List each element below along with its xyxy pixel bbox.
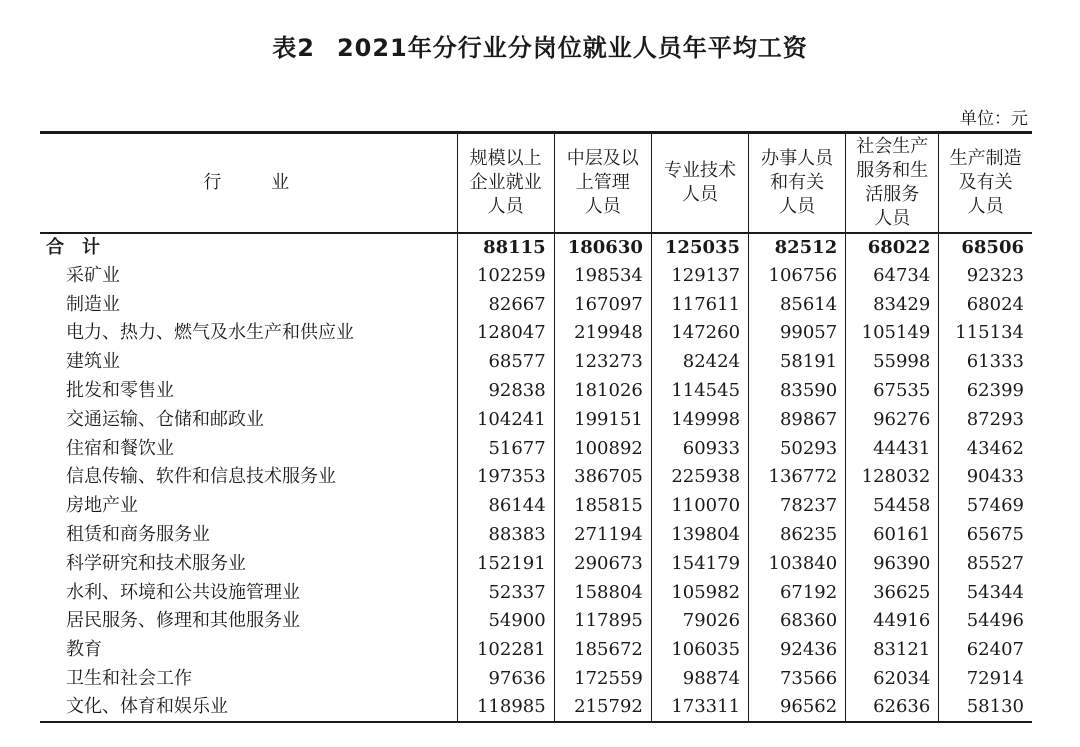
wage-value: 64734 [846, 262, 939, 291]
header-line: 生产制造 [949, 147, 1022, 169]
wage-value: 62399 [939, 377, 1032, 406]
wage-value: 60161 [846, 521, 939, 550]
industry-name: 合计 [46, 236, 118, 258]
wage-value: 87293 [939, 405, 1032, 434]
wage-value: 198534 [554, 262, 651, 291]
wage-value: 105982 [651, 578, 748, 607]
wage-value: 117895 [554, 607, 651, 636]
table-row [40, 463, 1032, 492]
header-line: 人员 [487, 195, 524, 217]
table-header [40, 133, 1032, 233]
table-row [40, 521, 1032, 550]
wage-value: 67192 [749, 578, 846, 607]
table-row [40, 319, 1032, 348]
wage-value: 271194 [554, 521, 651, 550]
header-line: 人员 [874, 207, 911, 229]
industry-name: 电力、热力、燃气及水生产和供应业 [66, 322, 354, 344]
wage-value: 88115 [457, 233, 554, 262]
wage-value: 96276 [846, 405, 939, 434]
table-row [40, 693, 1032, 722]
wage-value: 62034 [846, 665, 939, 694]
wage-value: 68506 [939, 233, 1032, 262]
wage-value: 103840 [749, 549, 846, 578]
wage-value: 83429 [846, 290, 939, 319]
header-row [40, 133, 1032, 233]
wage-value: 105149 [846, 319, 939, 348]
wage-value: 102259 [457, 262, 554, 291]
wage-value: 54900 [457, 607, 554, 636]
wage-value: 118985 [457, 693, 554, 722]
wage-value: 117611 [651, 290, 748, 319]
wage-value: 100892 [554, 434, 651, 463]
table-row [40, 578, 1032, 607]
wage-value: 43462 [939, 434, 1032, 463]
col-above-scale-header [457, 133, 554, 233]
header-line: 人员 [681, 183, 718, 205]
col-professional-header [651, 133, 748, 233]
wage-value: 68022 [846, 233, 939, 262]
industry-name: 租赁和商务服务业 [66, 524, 210, 546]
industry-name: 教育 [66, 639, 102, 661]
wage-value: 139804 [651, 521, 748, 550]
wage-value: 123273 [554, 348, 651, 377]
wage-value: 102281 [457, 636, 554, 665]
table-row [40, 290, 1032, 319]
wage-value: 86144 [457, 492, 554, 521]
table-row [40, 348, 1032, 377]
wage-value: 185815 [554, 492, 651, 521]
table-row [40, 405, 1032, 434]
wage-value: 110070 [651, 492, 748, 521]
wage-value: 128047 [457, 319, 554, 348]
wage-value: 197353 [457, 463, 554, 492]
wage-value: 225938 [651, 463, 748, 492]
industry-name: 批发和零售业 [66, 380, 174, 402]
table-title [0, 28, 1080, 63]
industry-name: 房地产业 [66, 495, 138, 517]
wage-value: 97636 [457, 665, 554, 694]
wage-value: 65675 [939, 521, 1032, 550]
wage-value: 60933 [651, 434, 748, 463]
col-clerical-header [749, 133, 846, 233]
table-body [40, 233, 1032, 723]
header-line: 社会生产 [856, 135, 929, 157]
wage-value: 106756 [749, 262, 846, 291]
wage-value: 62407 [939, 636, 1032, 665]
industry-name: 科学研究和技术服务业 [66, 552, 246, 574]
wage-value: 96390 [846, 549, 939, 578]
wage-value: 83121 [846, 636, 939, 665]
wage-value: 62636 [846, 693, 939, 722]
header-line: 专业技术 [663, 159, 736, 181]
wage-value: 181026 [554, 377, 651, 406]
col-management-header [554, 133, 651, 233]
table-row [40, 492, 1032, 521]
header-line: 规模以上 [469, 147, 542, 169]
wage-value: 50293 [749, 434, 846, 463]
wage-value: 51677 [457, 434, 554, 463]
table-row [40, 665, 1032, 694]
header-line: 服务和生 [856, 159, 929, 181]
wage-value: 72914 [939, 665, 1032, 694]
table-row [40, 607, 1032, 636]
wage-value: 173311 [651, 693, 748, 722]
wage-value: 44916 [846, 607, 939, 636]
wage-value: 78237 [749, 492, 846, 521]
wage-value: 185672 [554, 636, 651, 665]
wage-value: 104241 [457, 405, 554, 434]
wage-value: 79026 [651, 607, 748, 636]
wage-value: 57469 [939, 492, 1032, 521]
wage-value: 88383 [457, 521, 554, 550]
industry-name: 信息传输、软件和信息技术服务业 [66, 466, 336, 488]
wage-value: 54458 [846, 492, 939, 521]
header-line: 上管理 [575, 171, 630, 193]
wage-value: 73566 [749, 665, 846, 694]
col-production-header [939, 133, 1032, 233]
header-line: 行 业 [203, 171, 312, 193]
industry-name: 水利、环境和公共设施管理业 [66, 581, 300, 603]
header-line: 办事人员 [761, 147, 834, 169]
wage-value: 115134 [939, 319, 1032, 348]
wage-value: 86235 [749, 521, 846, 550]
table-row [40, 434, 1032, 463]
wage-value: 54496 [939, 607, 1032, 636]
wage-value: 89867 [749, 405, 846, 434]
wage-value: 61333 [939, 348, 1032, 377]
wage-value: 152191 [457, 549, 554, 578]
wage-value: 106035 [651, 636, 748, 665]
wage-value: 180630 [554, 233, 651, 262]
wage-value: 52337 [457, 578, 554, 607]
col-service-header [846, 133, 939, 233]
wage-value: 67535 [846, 377, 939, 406]
wage-value: 290673 [554, 549, 651, 578]
wage-value: 90433 [939, 463, 1032, 492]
wage-value: 92323 [939, 262, 1032, 291]
wage-value: 128032 [846, 463, 939, 492]
wage-value: 85527 [939, 549, 1032, 578]
col-industry-header [40, 133, 457, 233]
industry-name: 住宿和餐饮业 [66, 437, 174, 459]
wage-value: 136772 [749, 463, 846, 492]
industry-name: 文化、体育和娱乐业 [40, 693, 457, 722]
wage-value: 386705 [554, 463, 651, 492]
industry-name: 建筑业 [66, 351, 120, 373]
wage-value: 125035 [651, 233, 748, 262]
wage-value: 149998 [651, 405, 748, 434]
wage-value: 154179 [651, 549, 748, 578]
wage-value: 114545 [651, 377, 748, 406]
total-row [40, 233, 1032, 262]
wage-value: 92838 [457, 377, 554, 406]
industry-name: 制造业 [66, 293, 120, 315]
wage-value: 68024 [939, 290, 1032, 319]
header-line: 及有关 [958, 171, 1013, 193]
industry-name: 居民服务、修理和其他服务业 [66, 610, 300, 632]
wage-value: 55998 [846, 348, 939, 377]
unit-label: 单位：元 [960, 109, 1028, 129]
wage-value: 147260 [651, 319, 748, 348]
industry-name: 交通运输、仓储和邮政业 [66, 408, 264, 430]
wage-value: 215792 [554, 693, 651, 722]
wage-value: 96562 [749, 693, 846, 722]
wage-value: 92436 [749, 636, 846, 665]
header-line: 中层及以 [566, 147, 639, 169]
wage-value: 82424 [651, 348, 748, 377]
header-line: 人员 [779, 195, 816, 217]
wage-value: 199151 [554, 405, 651, 434]
wage-value: 98874 [651, 665, 748, 694]
table-row [40, 262, 1032, 291]
wage-value: 68577 [457, 348, 554, 377]
table-row [40, 377, 1032, 406]
industry-name: 采矿业 [66, 264, 120, 286]
wage-value: 82512 [749, 233, 846, 262]
wage-value: 219948 [554, 319, 651, 348]
header-line: 人员 [584, 195, 621, 217]
wage-value: 167097 [554, 290, 651, 319]
wage-value: 44431 [846, 434, 939, 463]
industry-name: 卫生和社会工作 [66, 668, 192, 690]
wage-value: 158804 [554, 578, 651, 607]
table-number: 表2 [272, 34, 315, 62]
header-line: 活服务 [865, 183, 920, 205]
wage-value: 36625 [846, 578, 939, 607]
wage-value: 99057 [749, 319, 846, 348]
wage-value: 58191 [749, 348, 846, 377]
header-line: 人员 [967, 195, 1004, 217]
header-line: 和有关 [770, 171, 825, 193]
wage-value: 58130 [939, 693, 1032, 722]
wage-value: 82667 [457, 290, 554, 319]
wage-value: 54344 [939, 578, 1032, 607]
table-row [40, 636, 1032, 665]
wage-value: 85614 [749, 290, 846, 319]
wage-value: 68360 [749, 607, 846, 636]
table-title-text: 2021年分行业分岗位就业人员年平均工资 [336, 34, 808, 62]
wage-value: 83590 [749, 377, 846, 406]
wage-table [40, 131, 1032, 723]
header-line: 企业就业 [469, 171, 542, 193]
table-row [40, 549, 1032, 578]
wage-value: 172559 [554, 665, 651, 694]
wage-value: 129137 [651, 262, 748, 291]
